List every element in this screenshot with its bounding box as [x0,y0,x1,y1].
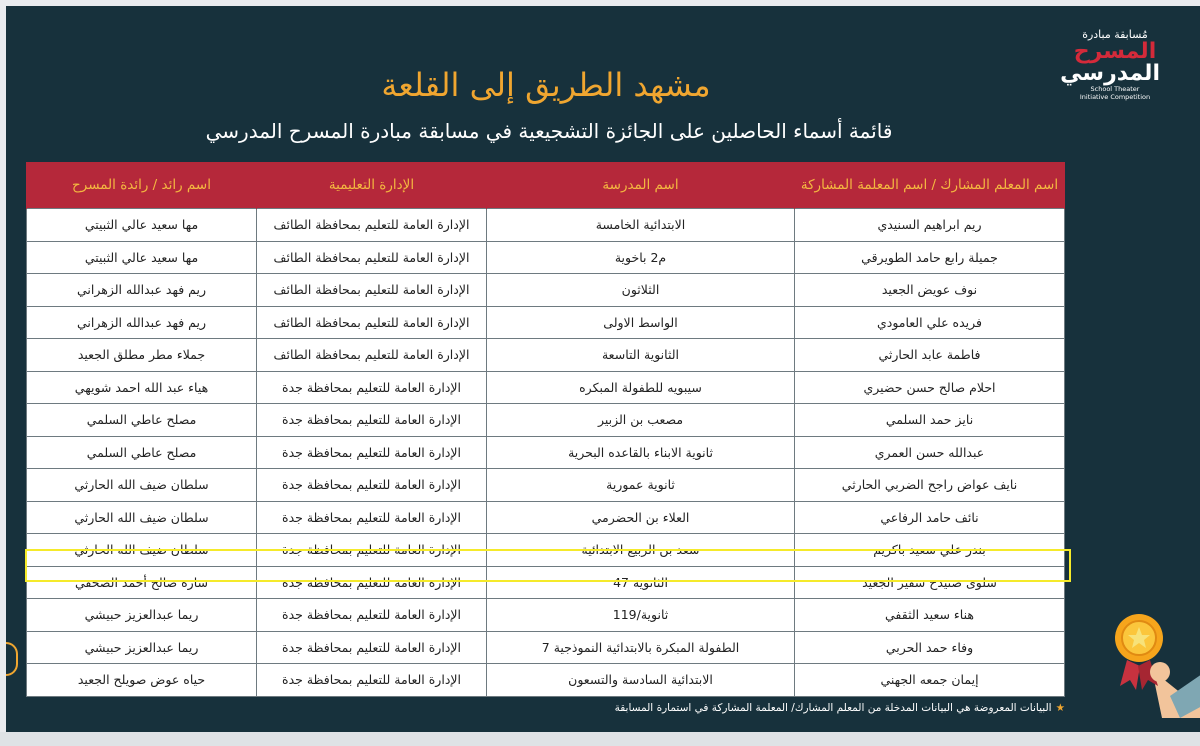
cell-school: العلاء بن الحضرمي [487,501,795,534]
cell-teacher: احلام صالح حسن حضيري [795,371,1065,404]
cell-teacher: نائف حامد الرفاعي [795,501,1065,534]
cell-school: سعد بن الربيع الابتدائية [487,534,795,567]
cell-teacher: ريم ابراهيم السنيدي [795,209,1065,242]
table-row [27,241,1065,274]
table-row [27,274,1065,307]
cell-leader: سلطان ضيف الله الحارثي [27,501,257,534]
cell-teacher: بندر علي سعيد باكريم [795,534,1065,567]
cell-teacher: جميلة رابع حامد الطويرقي [795,241,1065,274]
table-row [27,631,1065,664]
footnote: ★البيانات المعروضة هي البيانات المدخلة من المعلم المشارك/ المعلمة المشاركة في استمارة المسابقة [614,702,1065,714]
cell-teacher: عبدالله حسن العمري [795,436,1065,469]
cell-admin: الإدارة العامة للتعليم بمحافظة جدة [257,371,487,404]
cell-admin: الإدارة العامة للتعليم بمحافظة جدة [257,501,487,534]
cell-admin: الإدارة العامة للتعليم بمحافظة الطائف [257,209,487,242]
cell-school: م2 باخوية [487,241,795,274]
table-row [27,209,1065,242]
cell-leader: مصلح عاطي السلمي [27,436,257,469]
cell-teacher: وفاء حمد الحربي [795,631,1065,664]
table-row [27,339,1065,372]
bottom-strip [0,732,1200,746]
cell-admin: الإدارة العامة للتعليم بمحافظة جدة [257,469,487,502]
cell-admin: الإدارة العامة للتعليم بمحافظة جدة [257,599,487,632]
cell-admin: الإدارة العامة للتعليم بمحافظة جدة [257,631,487,664]
table-header-row [27,162,1065,209]
cell-teacher: فاطمة عابد الحارثي [795,339,1065,372]
cell-school: ثانوية عمورية [487,469,795,502]
cell-leader: مها سعيد عالي الثبيتي [27,209,257,242]
header-school: اسم المدرسة [487,162,795,209]
cell-admin: الإدارة العامة للتعليم بمحافظة الطائف [257,339,487,372]
cell-leader: سلطان ضيف الله الحارثي [27,469,257,502]
cell-admin: الإدارة العامة للتعليم بمحافظة جدة [257,404,487,437]
cell-admin: الإدارة العامة للتعليم بمحافظة الطائف [257,274,487,307]
table-row [27,566,1065,599]
cell-teacher: إيمان جمعه الجهني [795,664,1065,697]
cell-teacher: فريده علي العامودي [795,306,1065,339]
cell-school: الواسط الاولى [487,306,795,339]
cell-admin: الإدارة العامة للتعليم بمحافظة الطائف [257,306,487,339]
cell-leader: ريم فهد عبدالله الزهراني [27,306,257,339]
cell-school: الطفولة المبكرة بالابتدائية النموذجية 7 [487,631,795,664]
cell-leader: حياه عوض صويلح الجعيد [27,664,257,697]
cell-leader: سلطان ضيف الله الحارثي [27,534,257,567]
cell-teacher: نوف عويض الجعيد [795,274,1065,307]
table-row [27,436,1065,469]
winners-table [26,162,1065,697]
table-row [27,404,1065,437]
award-medal-icon [1092,608,1200,718]
cell-leader: ريما عبدالعزيز حبيشي [27,599,257,632]
cell-admin: الإدارة العامة للتعليم بمحافظة الطائف [257,241,487,274]
cell-school: ثانوية/119 [487,599,795,632]
cell-leader: ساره صالح أحمد الصحفي [27,566,257,599]
cell-school: ثانوية الابناء بالقاعده البحرية [487,436,795,469]
cell-admin: الإدارة العامة للتعليم بمحافظة جدة [257,436,487,469]
logo-line1: مُسابقة مبادرة [1082,28,1148,41]
logo-line4: Initiative Competition [1079,93,1151,101]
cell-school: مصعب بن الزبير [487,404,795,437]
cell-school: الثانوية 47 [487,566,795,599]
logo-line2b: المدرسي [1060,61,1160,86]
cell-leader: مصلح عاطي السلمي [27,404,257,437]
table-row [27,501,1065,534]
table-row [27,664,1065,697]
cell-teacher: سلوى صنيدح سفير الجعيد [795,566,1065,599]
header-teacher: اسم المعلم المشارك / اسم المعلمة المشاركة [795,162,1065,209]
page-subtitle: قائمة أسماء الحاصلين على الجائزة التشجيعية في مسابقة مبادرة المسرح المدرسي [205,119,893,143]
cell-leader: مها سعيد عالي الثبيتي [27,241,257,274]
cell-teacher: نايف عواض راجح الضربي الحارثي [795,469,1065,502]
logo-line3: School Theater [1090,85,1140,93]
cell-leader: هياء عبد الله احمد شويهي [27,371,257,404]
table-body [27,209,1065,697]
decorative-arc [6,642,18,676]
table-row [27,371,1065,404]
cell-teacher: نايز حمد السلمي [795,404,1065,437]
page-title: مشهد الطريق إلى القلعة [381,66,711,104]
cell-leader: ريما عبدالعزيز حبيشي [27,631,257,664]
header-leader: اسم رائد / رائدة المسرح [27,162,257,209]
table-row [27,306,1065,339]
cell-school: الثانوية التاسعة [487,339,795,372]
table-row [27,534,1065,567]
cell-leader: ريم فهد عبدالله الزهراني [27,274,257,307]
cell-school: الابتدائية الخامسة [487,209,795,242]
cell-admin: الإدارة العامة للتعليم بمحافظة جدة [257,566,487,599]
cell-teacher: هناء سعيد الثقفي [795,599,1065,632]
star-icon: ★ [1055,702,1065,714]
header-admin: الإدارة التعليمية [257,162,487,209]
cell-school: الثلاثون [487,274,795,307]
cell-admin: الإدارة العامة للتعليم بمحافظة جدة [257,534,487,567]
cell-admin: الإدارة العامة للتعليم بمحافظة جدة [257,664,487,697]
logo-line2a: المسرح [1073,39,1157,64]
cell-school: الابتدائية السادسة والتسعون [487,664,795,697]
cell-leader: جملاء مطر مطلق الجعيد [27,339,257,372]
slide [6,6,1200,732]
table-row [27,469,1065,502]
table-row [27,599,1065,632]
cell-school: سيبويه للطفولة المبكره [487,371,795,404]
